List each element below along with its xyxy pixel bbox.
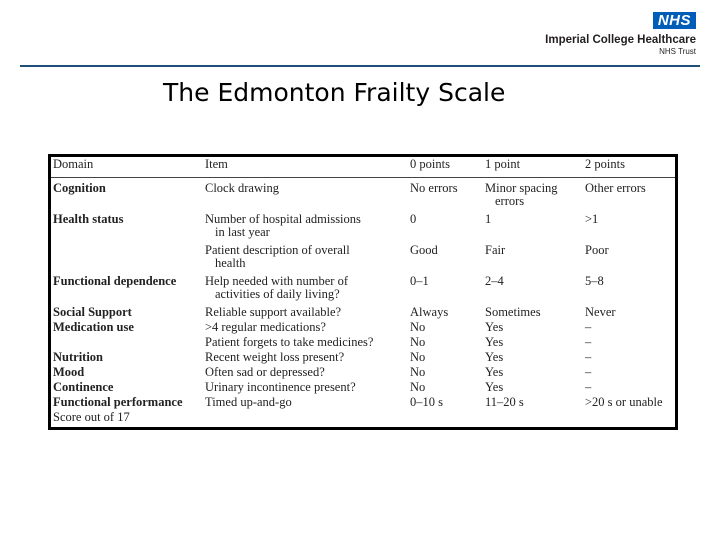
domain-cell: Medication use [53,320,134,334]
zero-points-cell: 0–10 s [410,395,443,409]
domain-cell: Continence [53,380,114,394]
nhs-badge: NHS [653,12,696,29]
item-cell [205,409,410,424]
item-cell [205,270,410,301]
two-points-cell [585,409,675,424]
item-text: Number of hospital admissions [205,212,361,226]
one-point-cell: Sometimes [485,305,541,319]
two-points-cell: – [585,320,592,334]
two-points-cell: >20 s or unable [585,395,663,409]
table-row [51,379,675,394]
zero-points-cell: No [410,350,426,364]
domain-cell: Functional performance [53,395,183,409]
two-points-cell: – [585,335,592,349]
item-cell: Clock drawing [205,181,279,195]
domain-cell: Health status [53,212,124,226]
header-0-points: 0 points [410,157,450,171]
header-divider [20,65,700,67]
table-row [51,364,675,379]
domain-cell: Functional dependence [53,274,177,288]
zero-points-cell: No [410,320,426,334]
two-points-cell: – [585,350,592,364]
one-point-text-continued: errors [495,194,525,208]
one-point-cell: Yes [485,350,504,364]
nhs-trust-logo [545,12,696,56]
item-text-continued: health [215,256,246,270]
domain-cell [51,239,205,270]
item-cell: >4 regular medications? [205,320,326,334]
score-total-cell: Score out of 17 [53,410,130,424]
two-points-cell: – [585,380,592,394]
item-text-continued: in last year [215,225,270,239]
one-point-cell: Yes [485,380,504,394]
two-points-cell: Other errors [585,181,646,195]
table-row [51,394,675,409]
item-cell: Reliable support available? [205,305,342,319]
item-text: Help needed with number of [205,274,349,288]
one-point-cell: 2–4 [485,274,504,288]
two-points-cell: 5–8 [585,274,604,288]
organisation-name: Imperial College Healthcare [545,34,696,46]
header-item: Item [205,157,228,171]
item-text-continued: activities of daily living? [215,287,340,301]
one-point-cell: 11–20 s [485,395,524,409]
zero-points-cell: Good [410,243,438,257]
one-point-cell [485,178,585,209]
table-row [51,319,675,334]
item-cell: Urinary incontinence present? [205,380,356,394]
item-cell: Often sad or depressed? [205,365,325,379]
one-point-cell: Yes [485,335,504,349]
zero-points-cell: 0 [410,212,417,226]
table-row [51,301,675,319]
zero-points-cell: No [410,335,426,349]
domain-cell: Cognition [53,181,106,195]
item-cell [205,239,410,270]
zero-points-cell: 0–1 [410,274,429,288]
one-point-text: Minor spacing [485,181,558,195]
slide-title: The Edmonton Frailty Scale [163,78,506,107]
zero-points-cell [410,409,485,424]
header-2-points: 2 points [585,157,625,171]
organisation-subtitle: NHS Trust [659,47,696,56]
frailty-scale-table [48,154,678,430]
zero-points-cell: No [410,365,426,379]
zero-points-cell: No errors [410,181,458,195]
two-points-cell: – [585,365,592,379]
header-domain: Domain [53,157,94,171]
one-point-cell: Yes [485,365,504,379]
item-cell: Recent weight loss present? [205,350,345,364]
domain-cell: Mood [53,365,85,379]
table-row [51,239,675,270]
table-row [51,409,675,424]
domain-cell [51,334,205,349]
zero-points-cell: Always [410,305,449,319]
header-1-point: 1 point [485,157,521,171]
item-cell [205,208,410,239]
one-point-cell [485,409,585,424]
two-points-cell: Poor [585,243,609,257]
table-row [51,349,675,364]
table-row [51,208,675,239]
item-cell: Timed up-and-go [205,395,292,409]
one-point-cell: Yes [485,320,504,334]
table-row [51,178,675,209]
table-row [51,270,675,301]
table-row [51,334,675,349]
domain-cell: Nutrition [53,350,103,364]
one-point-cell: 1 [485,212,492,226]
one-point-cell: Fair [485,243,506,257]
zero-points-cell: No [410,380,426,394]
two-points-cell: Never [585,305,616,319]
table-header-row [51,157,675,178]
item-cell: Patient forgets to take medicines? [205,335,374,349]
two-points-cell: >1 [585,212,599,226]
domain-cell: Social Support [53,305,132,319]
scale-table [51,157,675,424]
item-text: Patient description of overall [205,243,350,257]
